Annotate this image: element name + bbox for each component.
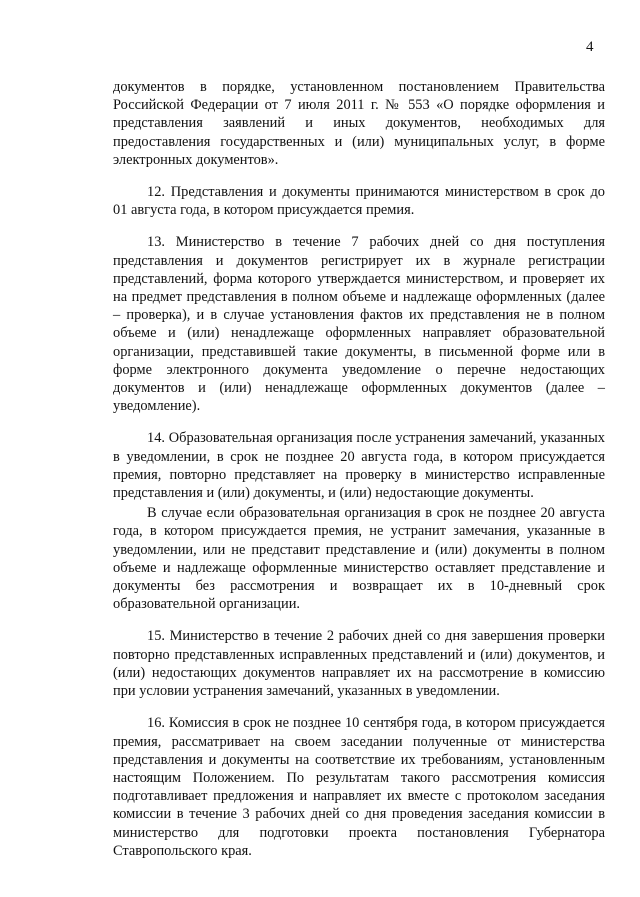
paragraph-continuation: документов в порядке, установленном постановлением Правительства Российской Федерации от 7 июля 2011 г. № 553 «О порядке оформления и представления заявлений и иных документов, необходимых для предоставления государственных и (или) муниципальных услуг, в форме электронных документов». <box>113 79 605 168</box>
document-body <box>113 78 605 860</box>
paragraph-13: 13. Министерство в течение 7 рабочих дней со дня поступления представления и документов регистрирует их в журнале регистрации представлений, форма которого утверждается министерством, и проверяет их на предмет представления в полном объеме и надлежаще оформленных (далее – проверка), и в случае установления фактов их представления не в полном объеме и (или) ненадлежаще оформленных направляет образовательной организации, представившей такие документы, в письменной форме или в форме электронного документа уведомление о перечне недостающих документов и (или) ненадлежаще оформленных документов (далее – уведомление). <box>113 234 605 415</box>
paragraph-14: 14. Образовательная организация после устранения замечаний, указанных в уведомлении, в срок не позднее 20 августа года, в котором присуждается премия, повторно представляет на проверку в министерство исправленные представления и (или) документы, и (или) недостающие документы. <box>113 430 605 502</box>
paragraph-16: 16. Комиссия в срок не позднее 10 сентября года, в котором присуждается премия, рассматривает на своем заседании полученные от министерства представления и документы на соответствие их требованиям, установленным настоящим Положением. По результатам такого рассмотрения комиссия подготавливает предложения и направляет их вместе с протоколом заседания комиссии в течение 3 рабочих дней со дня проведения заседания комиссии в министерство для подготовки проекта постановления Губернатора Ставропольского края. <box>113 715 605 859</box>
page-number: 4 <box>586 39 594 55</box>
paragraph-12: 12. Представления и документы принимаются министерством в срок до 01 августа года, в котором присуждается премия. <box>113 184 605 219</box>
paragraph-14-continued: В случае если образовательная организация в срок не позднее 20 августа года, в котором присуждается премия, не устранит замечания, указанные в уведомлении, или не представит представление и (или) документы в полном объеме и надлежаще оформленные министерство оставляет представление и документы без рассмотрения и возвращает их в 10-дневный срок образовательной организации. <box>113 505 605 613</box>
paragraph-15: 15. Министерство в течение 2 рабочих дней со дня завершения проверки повторно представленных исправленных представлений и (или) документов, и (или) недостающих документов направляет их на рассмотрение в комиссию при условии устранения замечаний, указанных в уведомлении. <box>113 628 605 700</box>
